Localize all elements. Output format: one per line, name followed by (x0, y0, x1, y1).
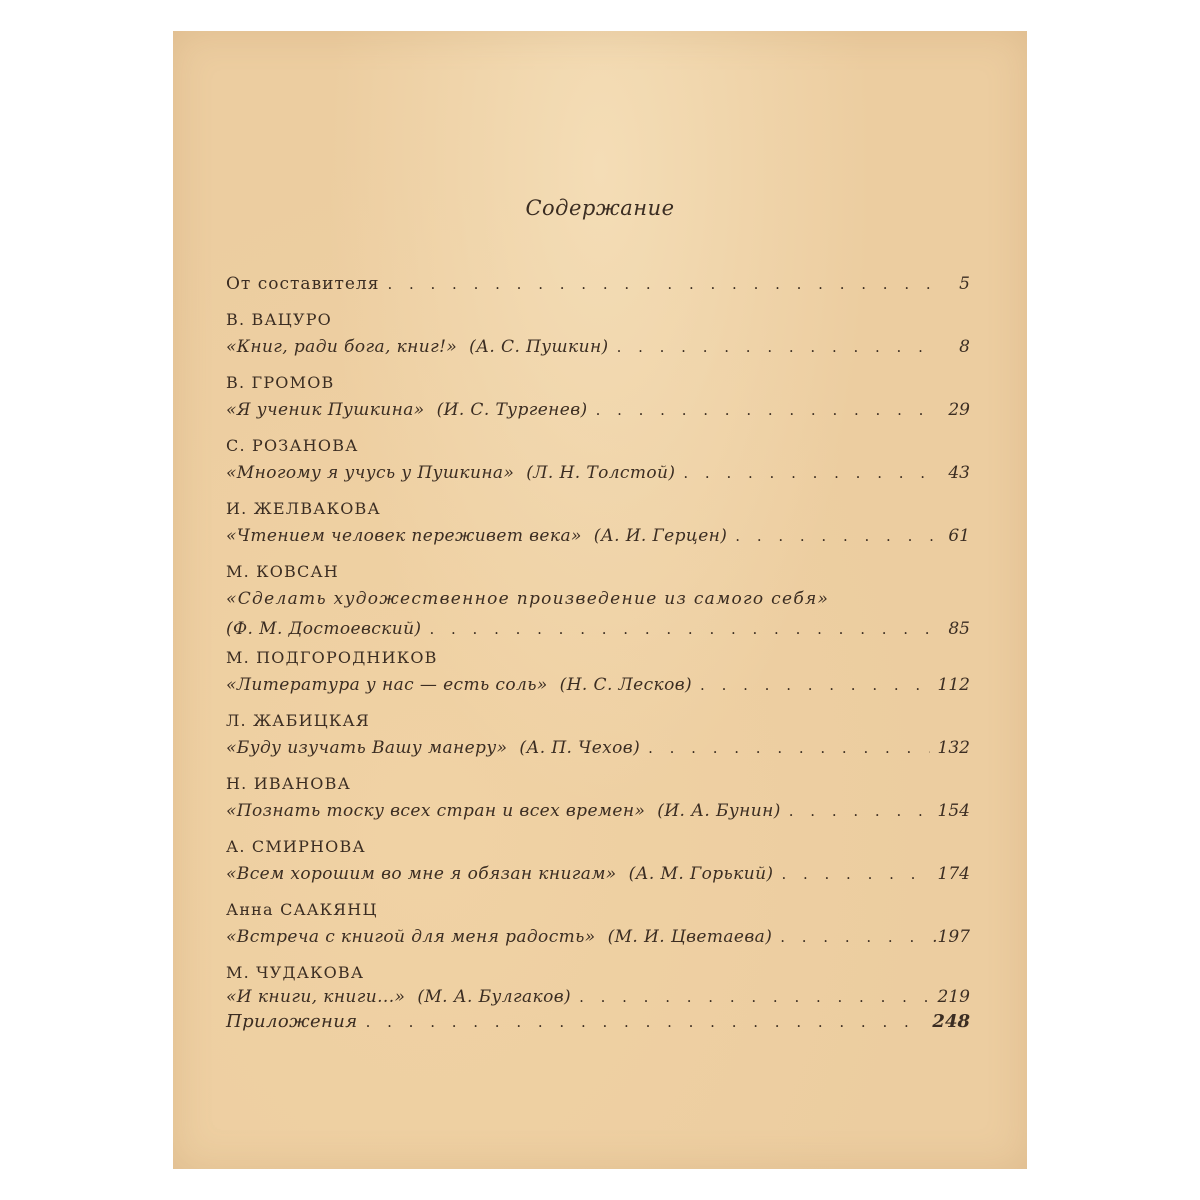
toc-entry (226, 395, 970, 425)
leader-dots (387, 269, 936, 299)
page-number: 5 (959, 274, 970, 294)
entry-author: Н. ИВАНОВА (226, 774, 351, 793)
page-number: 43 (948, 463, 970, 483)
entry-author: В. ВАЦУРО (226, 310, 333, 329)
leader-dots (617, 332, 936, 362)
leader-dots (366, 1009, 925, 1035)
entry-title: Приложения (226, 1011, 358, 1032)
entry-author: Анна САAКЯНЦ (226, 900, 378, 919)
entry-source: (Л. Н. Толстой) (526, 463, 676, 483)
entry-source: (И. С. Тургенев) (436, 400, 588, 420)
entry-title: «Познать тоску всех стран и всех времен» (226, 801, 646, 821)
entry-author: А. СМИРНОВА (226, 837, 366, 856)
leader-dots (735, 521, 936, 551)
page-number: 29 (948, 400, 970, 420)
toc-entry (226, 859, 970, 889)
leader-dots (648, 733, 929, 763)
toc-entry (226, 458, 970, 488)
entry-source: (А. П. Чехов) (519, 738, 641, 758)
leader-dots (579, 985, 929, 1009)
leader-dots (789, 796, 930, 826)
entry-title: «Многому я учусь у Пушкина» (226, 463, 515, 483)
entry-title: «Буду изучать Вашу манеру» (226, 738, 508, 758)
leader-dots (683, 458, 936, 488)
page-number: 132 (937, 738, 970, 758)
entry-source: (А. С. Пушкин) (469, 337, 609, 357)
entry-author: М. ПОДГОРОДНИКОВ (226, 648, 438, 667)
table-of-contents (226, 251, 970, 1035)
toc-entry (226, 269, 970, 299)
entry-author: М. ЧУДАКОВА (226, 963, 365, 982)
book-page (173, 31, 1027, 1169)
entry-author: Л. ЖАБИЦКАЯ (226, 711, 370, 730)
entry-author: С. РОЗАНОВА (226, 436, 359, 455)
page-number: 248 (932, 1011, 970, 1032)
entry-source: (М. И. Цветаева) (607, 927, 773, 947)
toc-entry (226, 733, 970, 763)
toc-entry (226, 985, 970, 1009)
toc-entry (226, 1009, 970, 1035)
leader-dots (429, 614, 936, 644)
entry-title: «Чтением человек переживет века» (226, 526, 582, 546)
toc-entry (226, 332, 970, 362)
page-number: 8 (959, 337, 970, 357)
page-number: 112 (937, 675, 970, 695)
leader-dots (700, 670, 930, 700)
entry-source: (Н. С. Лесков) (559, 675, 693, 695)
entry-title: «Литература у нас — есть соль» (226, 675, 548, 695)
page-title: Содержание (525, 196, 675, 220)
leader-dots (780, 922, 924, 952)
entry-title: «Книг, ради бога, книг!» (226, 337, 458, 357)
entry-source: (А. М. Горький) (628, 864, 774, 884)
leader-dots (596, 395, 936, 425)
toc-entry-continuation (226, 614, 970, 644)
entry-source: (М. А. Булгаков) (417, 987, 572, 1007)
page-number: 174 (937, 864, 970, 884)
page-number: 154 (937, 801, 970, 821)
entry-author: И. ЖЕЛВАКОВА (226, 499, 381, 518)
entry-title: «Встреча с книгой для меня радость» (226, 927, 596, 947)
toc-entry (226, 521, 970, 551)
toc-entry (226, 670, 970, 700)
leader-dots (781, 859, 929, 889)
entry-source: (Ф. М. Достоевский) (226, 619, 422, 639)
toc-entry (226, 584, 970, 614)
entry-title: «Всем хорошим во мне я обязан книгам» (226, 864, 617, 884)
page-number: 85 (948, 619, 970, 639)
entry-title: От составителя (226, 274, 380, 294)
entry-source: (И. А. Бунин) (657, 801, 781, 821)
entry-author: М. КОВСАН (226, 562, 339, 581)
entry-title: «Сделать художественное произведение из самого себя» (226, 589, 830, 609)
entry-title: «И книги, книги...» (226, 987, 406, 1007)
entry-title: «Я ученик Пушкина» (226, 400, 425, 420)
toc-entry (226, 796, 970, 826)
entry-source: (А. И. Герцен) (593, 526, 728, 546)
page-number: 61 (948, 526, 970, 546)
toc-entry (226, 922, 970, 952)
entry-author: В. ГРОМОВ (226, 373, 335, 392)
page-number: .197 (932, 927, 970, 947)
page-number: 219 (937, 987, 970, 1007)
